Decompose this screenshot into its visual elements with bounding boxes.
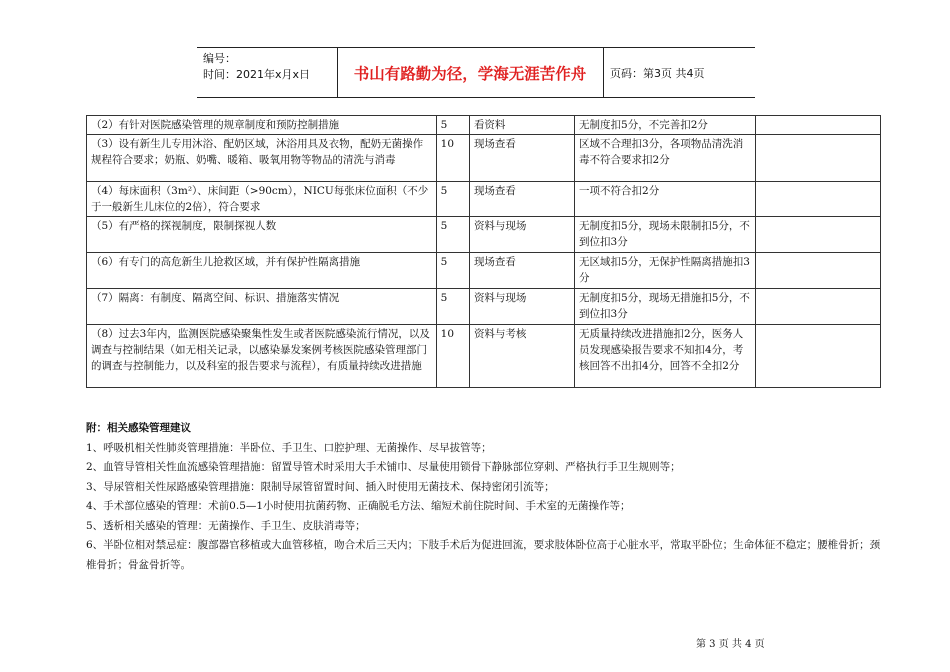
criteria-cell: 无区域扣5分，无保护性隔离措施扣3分: [575, 253, 756, 289]
header-motto: 书山有路勤为径，学海无涯苦作舟: [353, 65, 587, 83]
inspection-table: [86, 115, 881, 388]
item-cell: （7）隔离：有制度、隔离空间、标识、措施落实情况: [87, 289, 437, 325]
remark-cell: [756, 116, 881, 135]
appendix-item: 1、呼吸机相关性肺炎管理措施：半卧位、手卫生、口腔护理、无菌操作、尽早拔管等；: [86, 441, 492, 454]
appendix-list: [86, 439, 886, 576]
method-cell: 资料与现场: [469, 289, 574, 325]
criteria-cell: 无质量持续改进措施扣2分，医务人员发现感染报告要求不知扣4分，考核回答不出扣4分，回答不全扣2分: [575, 325, 756, 388]
score-cell: 5: [436, 116, 469, 135]
criteria-cell: 一项不符合扣2分: [575, 182, 756, 217]
criteria-cell: 区域不合理扣3分，各项物品清洗消毒不符合要求扣2分: [575, 135, 756, 182]
appendix-item: 4、手术部位感染的管理：术前0.5—1小时使用抗菌药物、正确脱毛方法、缩短术前住院时间、手术室的无菌操作等；: [86, 500, 631, 512]
item-cell: （6）有专门的高危新生儿抢救区域，并有保护性隔离措施: [87, 253, 437, 289]
item-cell: （8）过去3年内，监测医院感染聚集性发生或者医院感染流行情况，以及调查与控制结果（如无相关记录，以感染暴发案例考核医院感染管理部门的调查与控制能力，以及科室的报告要求与流程），有质量持续改进措施: [87, 325, 437, 388]
method-cell: 现场查看: [469, 135, 574, 182]
table-row: [87, 116, 881, 135]
table-row: [87, 135, 881, 182]
score-cell: 5: [436, 253, 469, 289]
appendix-item: 5、透析相关感染的管理：无菌操作、手卫生、皮肤消毒等；: [86, 519, 366, 532]
header-time: 时间：2021年x月x日: [203, 68, 311, 81]
score-cell: 5: [436, 217, 469, 253]
page-header: [197, 47, 755, 98]
remark-cell: [756, 253, 881, 289]
appendix-item: 3、导尿管相关性尿路感染管理措施：限制导尿管留置时间、插入时使用无菌技术、保持密闭引流等；: [86, 480, 555, 493]
header-number: 编号：: [203, 52, 236, 65]
header-top-rule: [197, 47, 755, 48]
table-row: [87, 325, 881, 388]
remark-cell: [756, 217, 881, 253]
remark-cell: [756, 325, 881, 388]
score-cell: 10: [436, 325, 469, 388]
method-cell: 现场查看: [469, 253, 574, 289]
remark-cell: [756, 289, 881, 325]
appendix-title: 附：相关感染管理建议: [86, 422, 191, 434]
appendix-item: 6、半卧位相对禁忌症：腹部器官移植或大血管移植，吻合术后三天内；下肢手术后为促进回流，要求肢体卧位高于心脏水平，常取平卧位；生命体征不稳定；腰椎骨折；颈椎骨折；骨盆骨折等。: [86, 539, 881, 571]
table-row: [87, 289, 881, 325]
header-divider: [603, 47, 604, 98]
header-page-number: 页码：第3页 共4页: [610, 67, 705, 80]
method-cell: 看资料: [469, 116, 574, 135]
table-row: [87, 253, 881, 289]
page-footer: 第 3 页 共 4 页: [696, 639, 765, 650]
method-cell: 资料与现场: [469, 217, 574, 253]
criteria-cell: 无制度扣5分，现场无措施扣5分，不到位扣3分: [575, 289, 756, 325]
header-meta: [203, 51, 310, 83]
header-divider: [337, 47, 338, 98]
table-row: [87, 182, 881, 217]
item-cell: （2）有针对医院感染管理的规章制度和预防控制措施: [87, 116, 437, 135]
remark-cell: [756, 135, 881, 182]
header-bottom-rule: [197, 97, 755, 98]
table-row: [87, 217, 881, 253]
method-cell: 资料与考核: [469, 325, 574, 388]
score-cell: 5: [436, 289, 469, 325]
score-cell: 5: [436, 182, 469, 217]
criteria-cell: 无制度扣5分，不完善扣2分: [575, 116, 756, 135]
appendix: [86, 419, 886, 575]
criteria-cell: 无制度扣5分，现场未限制扣5分，不到位扣3分: [575, 217, 756, 253]
remark-cell: [756, 182, 881, 217]
method-cell: 现场查看: [469, 182, 574, 217]
score-cell: 10: [436, 135, 469, 182]
item-cell: （5）有严格的探视制度，限制探视人数: [87, 217, 437, 253]
item-cell: （3）设有新生儿专用沐浴、配奶区域，沐浴用具及衣物，配奶无菌操作规程符合要求；奶瓶、奶嘴、暖箱、吸氧用物等物品的清洗与消毒: [87, 135, 437, 182]
item-cell: （4）每床面积（3m²）、床间距（>90cm），NICU每张床位面积（不少于一般新生儿床位的2倍），符合要求: [87, 182, 437, 217]
appendix-item: 2、血管导管相关性血流感染管理措施：留置导管术时采用大手术铺巾、尽量使用锁骨下静脉部位穿刺、严格执行手卫生规则等；: [86, 461, 681, 473]
